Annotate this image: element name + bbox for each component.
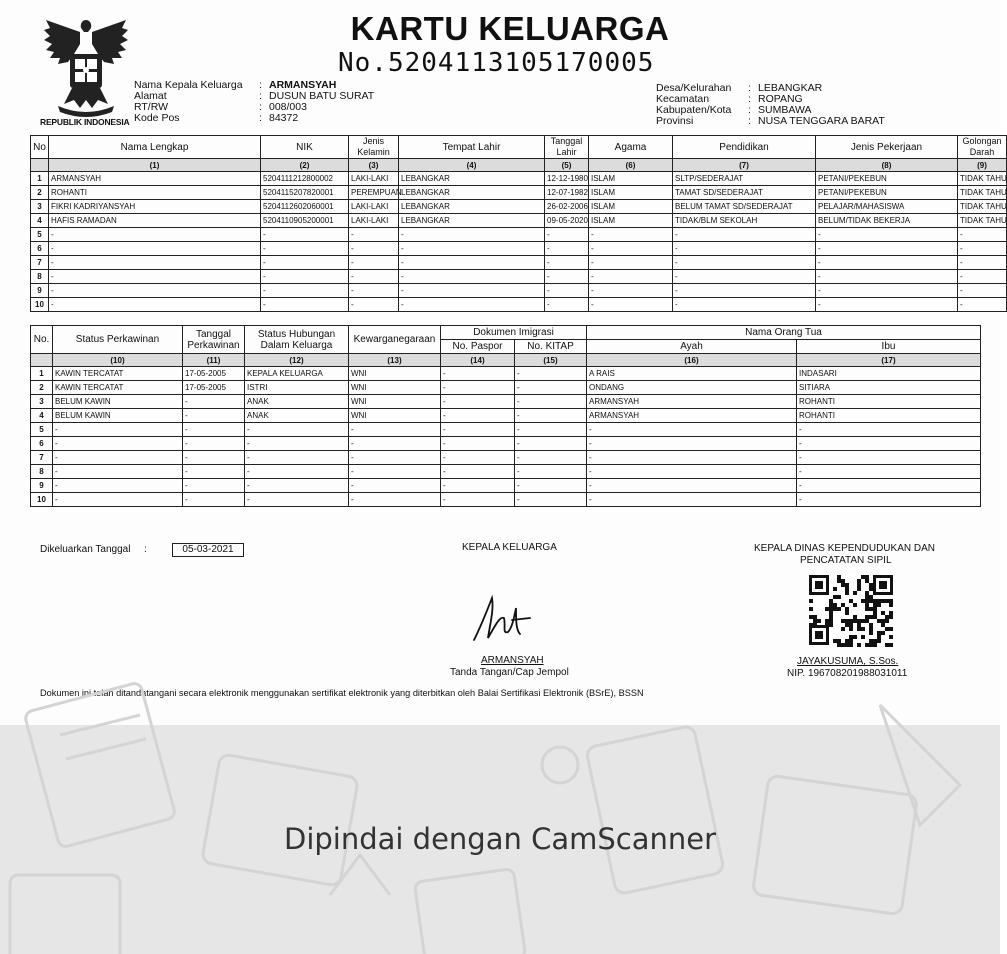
row-number: 3 — [31, 200, 49, 214]
table-cell: SITIARA — [797, 381, 981, 395]
table-cell: - — [441, 409, 515, 423]
table-cell: - — [589, 242, 673, 256]
column-header: Dokumen Imigrasi — [441, 326, 587, 340]
table-cell: - — [515, 381, 587, 395]
table-cell: PETANI/PEKEBUN — [816, 172, 958, 186]
table-cell: - — [673, 242, 816, 256]
table-row — [31, 242, 1007, 256]
table-cell: - — [958, 284, 1007, 298]
table-cell: - — [816, 256, 958, 270]
table-cell: - — [399, 284, 545, 298]
table-cell: 12-07-1982 — [545, 186, 589, 200]
header-field: Kode Pos : 84372 — [134, 112, 299, 124]
table-cell: - — [441, 367, 515, 381]
table-cell: - — [797, 423, 981, 437]
table-cell: - — [349, 284, 399, 298]
table-cell: KAWIN TERCATAT — [53, 381, 183, 395]
table-cell: - — [797, 451, 981, 465]
column-number: (16) — [587, 354, 797, 367]
table-cell: - — [245, 423, 349, 437]
column-header: Status Hubungan Dalam Keluarga — [245, 326, 349, 354]
column-header: No. Paspor — [441, 340, 515, 354]
table-cell: - — [797, 437, 981, 451]
issued-date: 05-03-2021 — [172, 543, 244, 557]
column-number: (2) — [261, 159, 349, 172]
table-cell: - — [349, 479, 441, 493]
table-cell: - — [245, 465, 349, 479]
table-cell: LAKI-LAKI — [349, 200, 399, 214]
table-cell: ISLAM — [589, 200, 673, 214]
table-cell: TIDAK/BLM SEKOLAH — [673, 214, 816, 228]
table-cell: LEBANGKAR — [399, 214, 545, 228]
header-field-value: DUSUN BATU SURAT — [269, 90, 375, 102]
header-field-value: NUSA TENGGARA BARAT — [758, 115, 885, 127]
table-cell: - — [587, 437, 797, 451]
table-cell: 5204110905200001 — [261, 214, 349, 228]
table-cell: LAKI-LAKI — [349, 172, 399, 186]
table-row — [31, 256, 1007, 270]
table-cell: - — [183, 423, 245, 437]
table-row — [31, 214, 1007, 228]
table-cell: - — [183, 395, 245, 409]
column-header: Tanggal Lahir — [545, 136, 589, 159]
column-header: No — [31, 136, 49, 159]
table-cell: - — [545, 298, 589, 312]
table-row — [31, 298, 1007, 312]
table-cell: - — [399, 256, 545, 270]
header-field: Provinsi : NUSA TENGGARA BARAT — [656, 115, 885, 127]
row-number: 7 — [31, 451, 53, 465]
column-header: Ibu — [797, 340, 981, 354]
table-cell: - — [441, 465, 515, 479]
column-header: Tempat Lahir — [399, 136, 545, 159]
header-field-label: Desa/Kelurahan — [656, 82, 732, 94]
table-cell: - — [349, 256, 399, 270]
table-cell: KAWIN TERCATAT — [53, 367, 183, 381]
table-row — [31, 409, 981, 423]
table-cell: - — [441, 451, 515, 465]
table-cell: WNI — [349, 409, 441, 423]
table-row — [31, 172, 1007, 186]
table-cell: ONDANG — [587, 381, 797, 395]
table-cell: ARMANSYAH — [49, 172, 261, 186]
table-row — [31, 493, 981, 507]
table-cell: TAMAT SD/SEDERAJAT — [673, 186, 816, 200]
row-number: 5 — [31, 423, 53, 437]
table-cell: - — [816, 270, 958, 284]
table-cell: - — [349, 270, 399, 284]
table-row — [31, 381, 981, 395]
row-number: 4 — [31, 409, 53, 423]
table-cell: - — [958, 256, 1007, 270]
row-number: 6 — [31, 242, 49, 256]
issued-label: Dikeluarkan Tanggal — [40, 544, 131, 555]
column-header: Ayah — [587, 340, 797, 354]
table-cell: - — [53, 451, 183, 465]
row-number: 6 — [31, 437, 53, 451]
header-left-block — [134, 80, 374, 124]
header-field-label: Kabupaten/Kota — [656, 104, 732, 116]
table-cell: - — [349, 437, 441, 451]
table-cell: LEBANGKAR — [399, 186, 545, 200]
header-field: Nama Kepala Keluarga : ARMANSYAH — [134, 79, 337, 91]
table-cell: - — [515, 493, 587, 507]
column-number: (4) — [399, 159, 545, 172]
table-cell: - — [349, 465, 441, 479]
garuda-emblem-icon — [40, 14, 132, 120]
table-cell: - — [816, 228, 958, 242]
table-cell: - — [545, 242, 589, 256]
head-of-family-label: KEPALA KELUARGA — [462, 542, 557, 553]
table-cell: INDASARI — [797, 367, 981, 381]
table-row — [31, 479, 981, 493]
table-cell: - — [261, 242, 349, 256]
table-cell: - — [245, 493, 349, 507]
table-cell: - — [515, 479, 587, 493]
table-cell: - — [515, 465, 587, 479]
table-cell: - — [441, 479, 515, 493]
row-number: 8 — [31, 270, 49, 284]
table-cell: - — [349, 242, 399, 256]
table-cell: - — [797, 493, 981, 507]
table-row — [31, 228, 1007, 242]
table-cell: - — [545, 284, 589, 298]
column-header: Golongan Darah — [958, 136, 1007, 159]
table-cell: - — [515, 423, 587, 437]
official-nip: NIP. 196708201988031011 — [787, 668, 908, 679]
table-cell: - — [349, 451, 441, 465]
column-header: No. KITAP — [515, 340, 587, 354]
table-cell: SLTP/SEDERAJAT — [673, 172, 816, 186]
signature-icon — [468, 594, 548, 644]
document-title: KARTU KELUARGA — [350, 10, 670, 47]
table-cell: - — [261, 298, 349, 312]
table-cell: WNI — [349, 367, 441, 381]
table-cell: TIDAK TAHU — [958, 200, 1007, 214]
table-cell: - — [587, 479, 797, 493]
table-cell: - — [49, 298, 261, 312]
table-cell: ANAK — [245, 395, 349, 409]
table-cell: WNI — [349, 381, 441, 395]
table-cell: - — [441, 381, 515, 395]
column-header: Status Perkawinan — [53, 326, 183, 354]
column-number: (8) — [816, 159, 958, 172]
official-name: JAYAKUSUMA, S.Sos. — [797, 656, 899, 667]
table-cell: - — [589, 256, 673, 270]
table-cell: - — [958, 270, 1007, 284]
table-cell: LEBANGKAR — [399, 172, 545, 186]
official-title-line2: PENCATATAN SIPIL — [800, 555, 892, 566]
table-cell: - — [183, 493, 245, 507]
table-cell: - — [673, 298, 816, 312]
table-cell: - — [515, 409, 587, 423]
header-field-value: ROPANG — [758, 93, 803, 105]
row-number: 2 — [31, 381, 53, 395]
table-cell: - — [589, 228, 673, 242]
table-cell: - — [399, 242, 545, 256]
table-cell: WNI — [349, 395, 441, 409]
column-header: Pendidikan — [673, 136, 816, 159]
table-cell: TIDAK TAHU — [958, 172, 1007, 186]
table-cell: TIDAK TAHU — [958, 186, 1007, 200]
header-field-label: Nama Kepala Keluarga — [134, 79, 243, 91]
table-cell: ROHANTI — [49, 186, 261, 200]
table-cell: 5204112602060001 — [261, 200, 349, 214]
table-cell: - — [349, 493, 441, 507]
table-cell: FIKRI KADRIYANSYAH — [49, 200, 261, 214]
table-cell: HAFIS RAMADAN — [49, 214, 261, 228]
header-field-label: RT/RW — [134, 101, 169, 113]
column-header: Kewarganegaraan — [349, 326, 441, 354]
signature-caption: Tanda Tangan/Cap Jempol — [450, 667, 569, 678]
table-cell: ISLAM — [589, 172, 673, 186]
table-cell: 17-05-2005 — [183, 367, 245, 381]
column-number: (15) — [515, 354, 587, 367]
column-number: (6) — [589, 159, 673, 172]
country-label: REPUBLIK INDONESIA — [40, 117, 130, 127]
header-field-value: 84372 — [269, 112, 299, 124]
table-cell: - — [349, 423, 441, 437]
column-number: (17) — [797, 354, 981, 367]
header-field-label: Alamat — [134, 90, 167, 102]
table-cell: - — [441, 395, 515, 409]
table-cell: - — [587, 451, 797, 465]
table-cell: ROHANTI — [797, 395, 981, 409]
electronic-signature-disclaimer: Dokumen ini telah ditandatangani secara elektronik menggunakan sertifikat elektronik yang diterbitkan oleh Balai Sertifikasi Elektronik (BSrE), BSSN — [40, 688, 644, 698]
table-cell: - — [958, 298, 1007, 312]
table-cell: ANAK — [245, 409, 349, 423]
table-cell: - — [399, 270, 545, 284]
table-cell: - — [245, 437, 349, 451]
table-cell: - — [49, 242, 261, 256]
table-cell: - — [515, 451, 587, 465]
table-cell: BELUM TAMAT SD/SEDERAJAT — [673, 200, 816, 214]
table-row — [31, 367, 981, 381]
table-cell: - — [515, 395, 587, 409]
table-cell: ARMANSYAH — [587, 409, 797, 423]
camscanner-watermark-text: Dipindai dengan CamScanner — [283, 822, 716, 856]
table-cell: BELUM/TIDAK BEKERJA — [816, 214, 958, 228]
header-right-block — [656, 83, 885, 127]
table-cell: - — [587, 465, 797, 479]
table-cell: 5204111212800002 — [261, 172, 349, 186]
table-cell: - — [49, 284, 261, 298]
table-cell: - — [589, 270, 673, 284]
table-row — [31, 451, 981, 465]
table-cell: - — [545, 228, 589, 242]
column-header: NIK — [261, 136, 349, 159]
table-cell: - — [245, 451, 349, 465]
table-cell: - — [53, 423, 183, 437]
issued-colon: : — [144, 544, 147, 555]
table-cell: - — [673, 256, 816, 270]
table-cell: PETANI/PEKEBUN — [816, 186, 958, 200]
table-cell: - — [399, 298, 545, 312]
table-cell: - — [589, 284, 673, 298]
table-cell: - — [53, 479, 183, 493]
family-status-table — [30, 325, 981, 507]
table-cell: - — [441, 437, 515, 451]
row-number: 2 — [31, 186, 49, 200]
column-number: (13) — [349, 354, 441, 367]
table-cell: - — [53, 493, 183, 507]
row-number: 1 — [31, 367, 53, 381]
column-number: (12) — [245, 354, 349, 367]
header-field-label: Kode Pos — [134, 112, 180, 124]
table-cell: - — [183, 409, 245, 423]
header-field: Desa/Kelurahan : LEBANGKAR — [656, 82, 823, 94]
table-cell: - — [53, 465, 183, 479]
table-cell: 17-05-2005 — [183, 381, 245, 395]
header-field: Kabupaten/Kota : SUMBAWA — [656, 104, 812, 116]
row-number: 7 — [31, 256, 49, 270]
table-row — [31, 270, 1007, 284]
table-cell: - — [183, 465, 245, 479]
column-header: Jenis Kelamin — [349, 136, 399, 159]
table-cell: - — [183, 479, 245, 493]
table-row — [31, 465, 981, 479]
table-cell: LAKI-LAKI — [349, 214, 399, 228]
column-number: (7) — [673, 159, 816, 172]
column-number: (11) — [183, 354, 245, 367]
table-cell: A RAIS — [587, 367, 797, 381]
qr-code-icon — [808, 574, 894, 646]
table-cell: ARMANSYAH — [587, 395, 797, 409]
table-cell: - — [515, 367, 587, 381]
column-number: (9) — [958, 159, 1007, 172]
table-cell: - — [797, 479, 981, 493]
row-number: 9 — [31, 479, 53, 493]
row-number: 5 — [31, 228, 49, 242]
table-cell: - — [958, 228, 1007, 242]
table-cell: - — [183, 437, 245, 451]
table-cell: ISLAM — [589, 186, 673, 200]
column-header: Nama Orang Tua — [587, 326, 981, 340]
header-field: Alamat : DUSUN BATU SURAT — [134, 90, 375, 102]
table-cell: - — [261, 228, 349, 242]
column-number: (1) — [49, 159, 261, 172]
card-number: No.5204113105170005 — [338, 48, 655, 78]
table-cell: 26-02-2006 — [545, 200, 589, 214]
table-cell: - — [797, 465, 981, 479]
table-cell: - — [261, 270, 349, 284]
table-cell: - — [816, 298, 958, 312]
header-field-value: ARMANSYAH — [269, 79, 337, 91]
table-cell: 5204115207820001 — [261, 186, 349, 200]
column-header: Agama — [589, 136, 673, 159]
table-cell: KEPALA KELUARGA — [245, 367, 349, 381]
table-cell: - — [49, 228, 261, 242]
column-header: Tanggal Perkawinan — [183, 326, 245, 354]
row-number: 3 — [31, 395, 53, 409]
column-header: No. — [31, 326, 53, 354]
table-cell: - — [958, 242, 1007, 256]
table-cell: PEREMPUAN — [349, 186, 399, 200]
table-cell: - — [673, 228, 816, 242]
row-number: 4 — [31, 214, 49, 228]
table-cell: - — [545, 256, 589, 270]
header-field-value: 008/003 — [269, 101, 307, 113]
table-cell: LEBANGKAR — [399, 200, 545, 214]
table-cell: - — [589, 298, 673, 312]
table-cell: - — [587, 493, 797, 507]
header-field-value: SUMBAWA — [758, 104, 812, 116]
table-cell: - — [53, 437, 183, 451]
column-header: Nama Lengkap — [49, 136, 261, 159]
table-cell: ISTRI — [245, 381, 349, 395]
column-number: (5) — [545, 159, 589, 172]
table-cell: - — [441, 493, 515, 507]
table-cell: - — [515, 437, 587, 451]
column-number: (3) — [349, 159, 399, 172]
head-of-family-name: ARMANSYAH — [481, 655, 544, 666]
table-cell: - — [399, 228, 545, 242]
table-row — [31, 395, 981, 409]
row-number: 10 — [31, 493, 53, 507]
table-cell: 09-05-2020 — [545, 214, 589, 228]
table-cell: - — [49, 270, 261, 284]
official-title-line1: KEPALA DINAS KEPENDUDUKAN DAN — [754, 543, 935, 554]
row-number: 9 — [31, 284, 49, 298]
table-cell: BELUM KAWIN — [53, 409, 183, 423]
column-header: Jenis Pekerjaan — [816, 136, 958, 159]
table-cell: PELAJAR/MAHASISWA — [816, 200, 958, 214]
table-cell: ISLAM — [589, 214, 673, 228]
family-members-table — [30, 135, 1007, 312]
table-cell: ROHANTI — [797, 409, 981, 423]
table-cell: - — [673, 284, 816, 298]
header-field: RT/RW : 008/003 — [134, 101, 307, 113]
table-row — [31, 423, 981, 437]
table-cell: - — [816, 242, 958, 256]
header-field-value: LEBANGKAR — [758, 82, 823, 94]
table-row — [31, 284, 1007, 298]
table-row — [31, 437, 981, 451]
table-cell: - — [261, 284, 349, 298]
table-cell: - — [245, 479, 349, 493]
table-cell: - — [349, 228, 399, 242]
table-cell: BELUM KAWIN — [53, 395, 183, 409]
table-cell: - — [545, 270, 589, 284]
table-row — [31, 200, 1007, 214]
table-cell: - — [816, 284, 958, 298]
row-number: 8 — [31, 465, 53, 479]
table-row — [31, 186, 1007, 200]
table-cell: - — [587, 423, 797, 437]
row-number: 10 — [31, 298, 49, 312]
column-number: (10) — [53, 354, 183, 367]
header-field-label: Provinsi — [656, 115, 694, 127]
table-cell: - — [349, 298, 399, 312]
table-cell: - — [183, 451, 245, 465]
table-cell: - — [261, 256, 349, 270]
table-cell: - — [673, 270, 816, 284]
header-field-label: Kecamatan — [656, 93, 710, 105]
table-cell: TIDAK TAHU — [958, 214, 1007, 228]
column-number: (14) — [441, 354, 515, 367]
table-cell: - — [441, 423, 515, 437]
row-number: 1 — [31, 172, 49, 186]
header-field: Kecamatan : ROPANG — [656, 93, 803, 105]
table-cell: - — [49, 256, 261, 270]
table-cell: 12-12-1980 — [545, 172, 589, 186]
